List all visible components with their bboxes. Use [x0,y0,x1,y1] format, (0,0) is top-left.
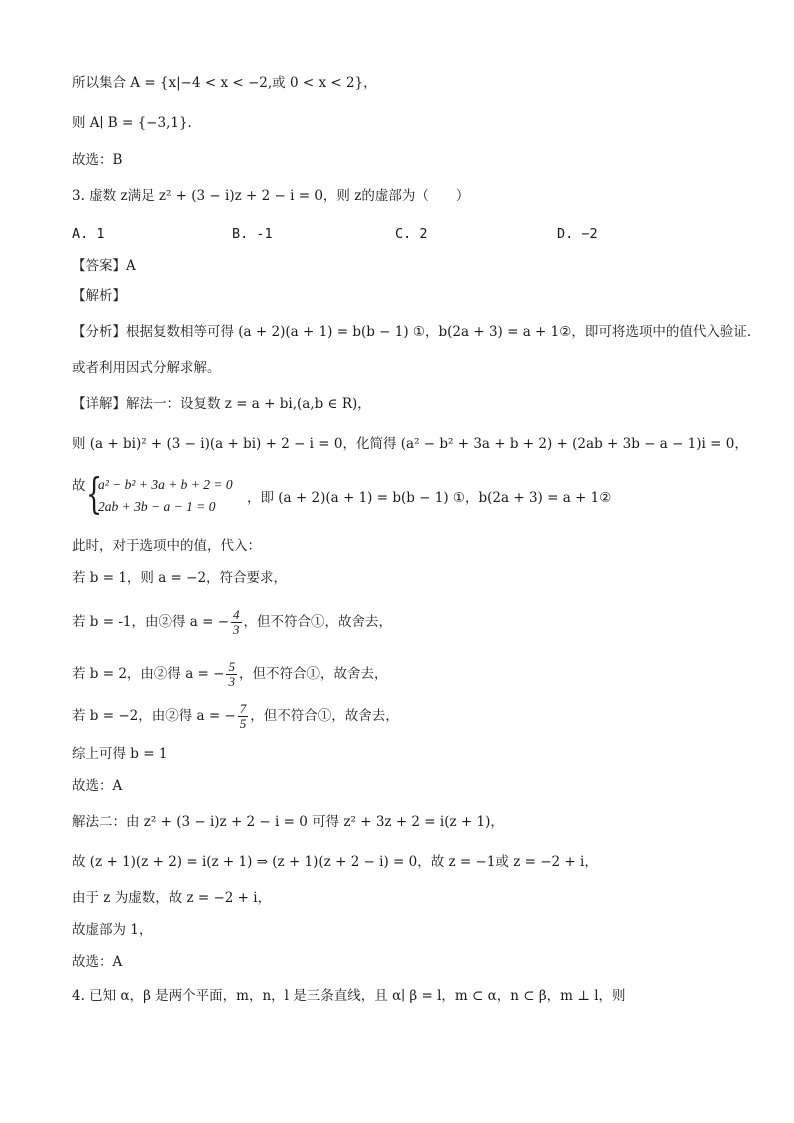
text-line: 【详解】解法一：设复数 z = a + bi,(a,b ∈ R)， [72,396,371,412]
fraction [226,660,237,689]
option-d: D. −2 [557,226,598,242]
text-line: 故选：A [72,954,123,970]
case-text: 若 b = −2，由②得 a = − [72,708,236,724]
option-a: A. 1 [72,226,105,242]
text-line: 或者利用因式分解求解。 [72,360,221,376]
analysis-label: 【解析】 [72,288,126,304]
denominator: 3 [233,622,240,637]
system-eq-1: a² − b² + 3a + b + 2 = 0 [98,477,233,492]
text-line: 故选：A [72,778,123,794]
numerator: 7 [239,701,247,716]
text-line: 故虚部为 1， [72,922,153,938]
option-b: B. -1 [232,226,273,242]
system-equations [98,474,233,518]
text-line: 若 b = 1，则 a = −2，符合要求， [72,570,288,586]
text-line: 综上可得 b = 1 [72,746,168,762]
question-3: 3. 虚数 z满足 z² + (3 − i)z + 2 − i = 0，则 z的虚部为（ ） [72,188,470,204]
text-line: 此时，对于选项中的值，代入： [72,538,261,554]
denominator: 3 [228,674,235,689]
case-text: ，但不符合①，故舍去， [238,666,388,682]
fraction [238,702,249,731]
case-line [72,604,392,640]
text-line: 解法二：由 z² + (3 − i)z + 2 − i = 0 可得 z² + 3z + 2 = i(z + 1)， [72,814,504,830]
option-c: C. 2 [395,226,428,242]
denominator: 5 [239,716,247,731]
case-text: 若 b = 2，由②得 a = − [72,666,225,682]
answer-label: 【答案】A [72,258,136,274]
text-line: 【分析】根据复数相等可得 (a + 2)(a + 1) = b(b − 1) ①，b(2a + 3) = a + 1②，即可将选项中的值代入验证. [72,324,752,340]
text-line: 则 (a + bi)² + (3 − i)(a + bi) + 2 − i = 0，化简得 (a² − b² + 3a + b + 2) + (2ab + 3b − a − 1)i = 0， [72,436,748,452]
system-eq-2: 2ab + 3b − a − 1 = 0 [98,499,216,514]
text-line: 故选：B [72,152,123,168]
text-line: 则 A∣ B = {−3,1}. [72,115,192,131]
text-line: 所以集合 A = {x|−4 < x < −2,或 0 < x < 2}， [72,75,377,91]
fraction [231,608,242,637]
case-text: ，但不符合①，故舍去， [243,614,393,630]
system-prefix: 故 [72,478,86,494]
case-text: ，但不符合①，故舍去， [250,708,399,724]
system-after: ，即 (a + 2)(a + 1) = b(b − 1) ①，b(2a + 3) = a + 1② [247,490,612,506]
case-line [72,656,387,692]
question-4: 4. 已知 α，β 是两个平面，m，n，l 是三条直线，且 α∣ β = l，m ⊂ α，n ⊂ β，m ⊥ l，则 [72,988,626,1004]
brace-symbol: { [86,469,103,518]
numerator: 4 [233,607,240,622]
text-line: 故 (z + 1)(z + 2) = i(z + 1) ⇒ (z + 1)(z + 2 − i) = 0，故 z = −1或 z = −2 + i， [72,854,598,870]
case-line [72,698,399,734]
equation-system [72,469,612,518]
text-line: 由于 z 为虚数，故 z = −2 + i， [72,890,272,906]
numerator: 5 [228,659,235,674]
case-text: 若 b = -1，由②得 a = − [72,614,230,630]
